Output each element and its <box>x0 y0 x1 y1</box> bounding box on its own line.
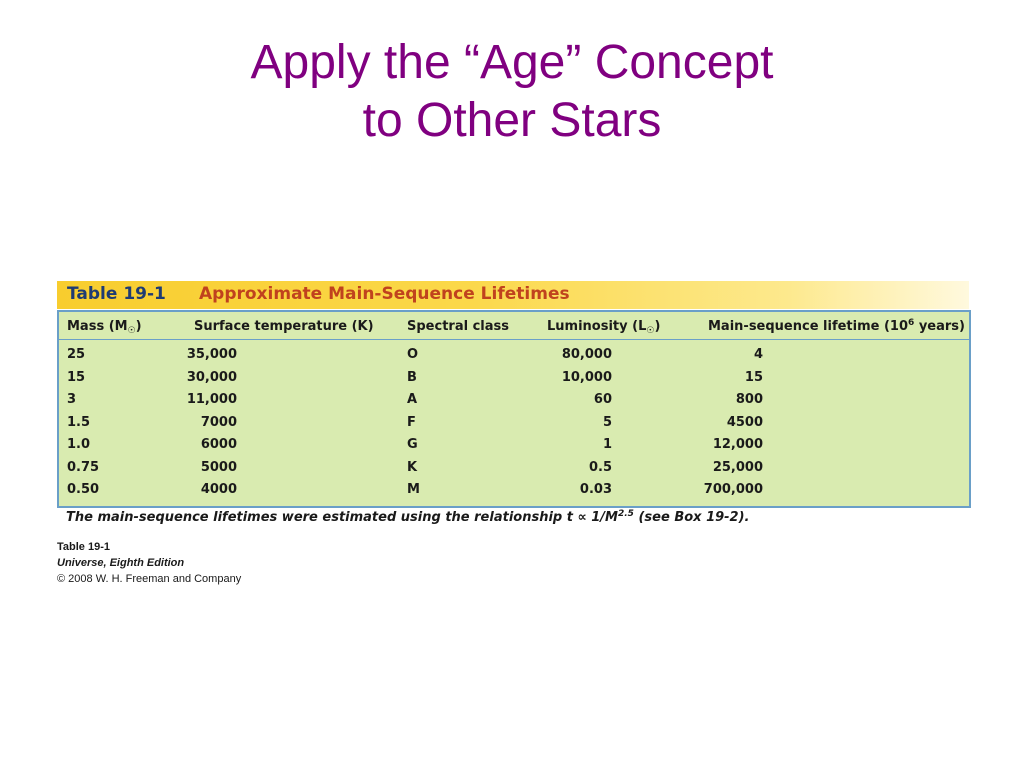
cell-mass: 0.50 <box>67 482 100 497</box>
cell-spectral: K <box>407 459 418 475</box>
cell-luminosity: 0.03 <box>579 482 612 497</box>
header-lifetime-close: years) <box>914 319 965 334</box>
header-lifetime-label: Main-sequence lifetime (10 <box>708 319 909 334</box>
header-mass-close: ) <box>135 319 142 334</box>
credit-copyright: © 2008 W. H. Freeman and Company <box>57 573 242 585</box>
cell-spectral: M <box>407 482 420 497</box>
header-mass <box>67 319 142 334</box>
header-luminosity-close: ) <box>654 319 661 334</box>
cell-mass: 1.5 <box>67 414 91 430</box>
cell-mass: 1.0 <box>67 437 91 452</box>
cell-mass: 3 <box>67 392 77 407</box>
slide-title-line-2: to Other Stars <box>362 94 662 147</box>
footnote-end: (see Box 19-2). <box>633 510 750 525</box>
cell-temperature: 5000 <box>200 459 237 475</box>
header-lifetime-exponent: 6 <box>908 318 915 328</box>
cell-luminosity: 5 <box>602 414 612 430</box>
cell-mass: 25 <box>67 347 86 362</box>
cell-luminosity: 10,000 <box>561 369 612 385</box>
sun-symbol-icon: ☉ <box>127 326 136 336</box>
cell-lifetime: 15 <box>744 369 763 385</box>
cell-lifetime: 4500 <box>726 414 763 430</box>
cell-lifetime: 12,000 <box>712 437 763 452</box>
table-title: Approximate Main-Sequence Lifetimes <box>199 284 570 304</box>
table-banner <box>57 281 969 309</box>
header-divider <box>59 339 969 340</box>
cell-luminosity: 1 <box>602 437 612 452</box>
cell-temperature: 11,000 <box>186 392 237 407</box>
slide-title-line-1: Apply the “Age” Concept <box>250 36 774 89</box>
cell-temperature: 30,000 <box>186 369 237 385</box>
cell-luminosity: 80,000 <box>561 347 612 362</box>
cell-temperature: 7000 <box>200 414 237 430</box>
cell-spectral: B <box>407 369 417 385</box>
cell-luminosity: 60 <box>593 392 612 407</box>
header-lifetime <box>708 319 965 334</box>
cell-mass: 0.75 <box>67 459 100 475</box>
cell-spectral: A <box>407 392 418 407</box>
cell-temperature: 35,000 <box>186 347 237 362</box>
table-number: Table 19-1 <box>67 284 166 304</box>
header-spectral-class: Spectral class <box>407 319 509 334</box>
cell-spectral: F <box>407 414 416 430</box>
cell-lifetime: 4 <box>753 347 763 362</box>
cell-temperature: 6000 <box>200 437 237 452</box>
cell-spectral: O <box>407 347 419 362</box>
slide-title <box>0 34 1024 150</box>
header-luminosity <box>547 319 660 334</box>
credit-table-ref: Table 19-1 <box>57 541 110 553</box>
credit-book-title: Universe, Eighth Edition <box>57 557 185 569</box>
cell-lifetime: 25,000 <box>712 459 763 475</box>
header-mass-label: Mass (M <box>67 319 128 334</box>
header-luminosity-label: Luminosity (L <box>547 319 647 334</box>
cell-luminosity: 0.5 <box>588 459 612 475</box>
header-temperature: Surface temperature (K) <box>194 319 374 334</box>
sun-symbol-icon: ☉ <box>646 326 655 336</box>
footnote-text: The main-sequence lifetimes were estimated using the relationship t ∝ 1/M <box>66 510 618 525</box>
cell-spectral: G <box>407 437 418 452</box>
table-footnote <box>66 510 749 525</box>
cell-lifetime: 700,000 <box>703 482 763 497</box>
cell-mass: 15 <box>67 369 86 385</box>
data-table <box>57 310 971 508</box>
cell-temperature: 4000 <box>200 482 237 497</box>
cell-lifetime: 800 <box>735 392 763 407</box>
footnote-exponent: 2.5 <box>618 509 634 519</box>
